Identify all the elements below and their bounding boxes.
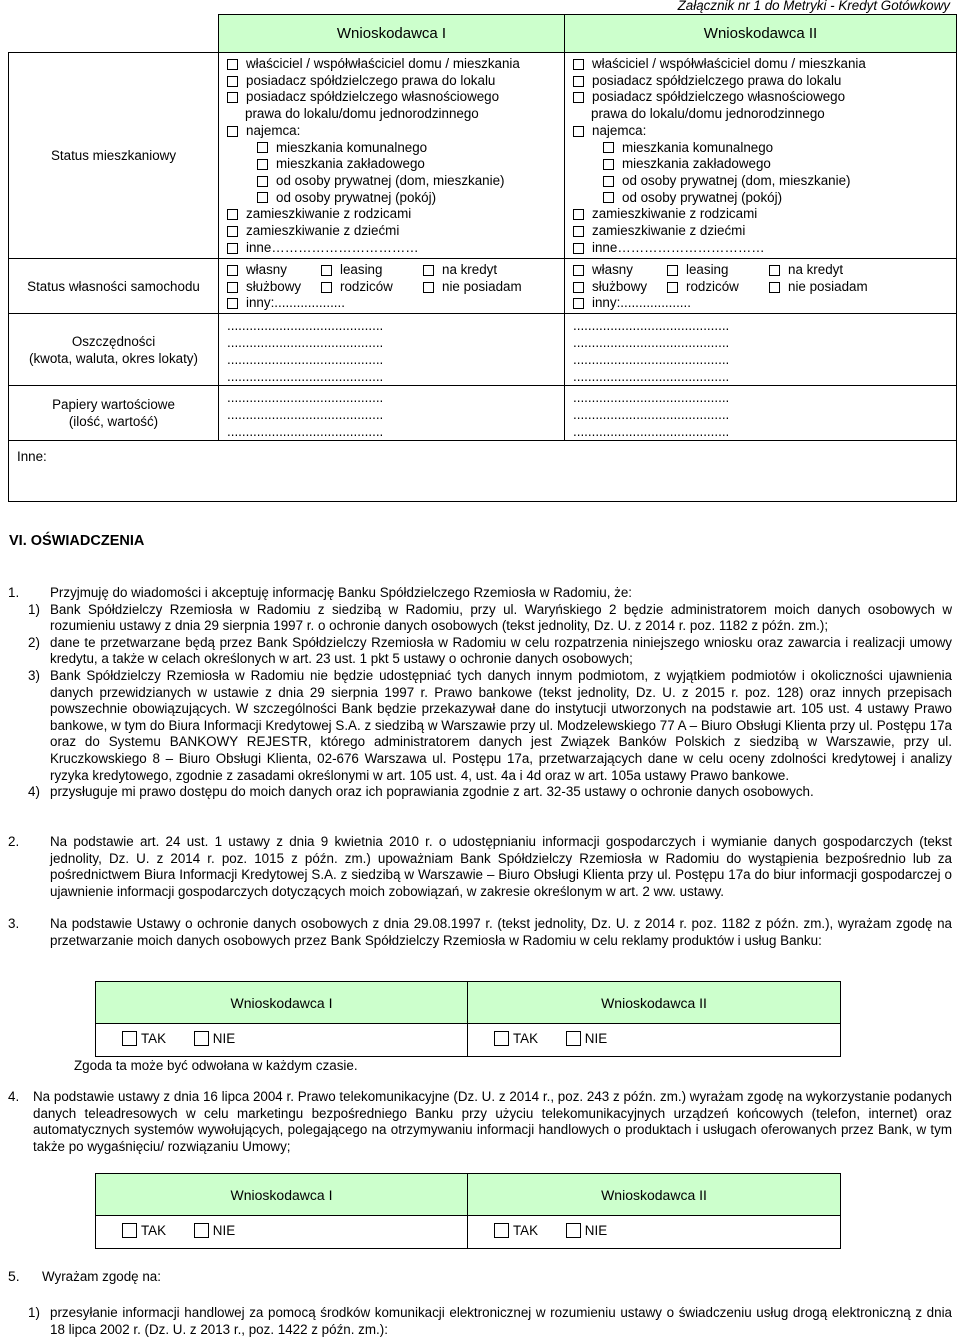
consent-3-applicant-1-choice [96,1024,468,1057]
header-blank [9,15,219,53]
housing-option[interactable]: mieszkania komunalnego [227,140,564,157]
dotted-line: .......................................... [573,424,730,439]
housing-option[interactable]: właściciel / współwłaściciel domu / mieszkania [573,56,956,73]
car-option-other[interactable]: inny:................... [573,295,956,312]
checkbox-icon[interactable] [494,1223,509,1238]
car-option[interactable]: nie posiadam [423,279,522,296]
dotted-line: .......................................... [573,390,730,405]
checkbox-icon[interactable] [227,243,238,254]
car-option[interactable]: leasing [321,262,423,279]
checkbox-icon[interactable] [321,282,332,293]
checkbox-icon[interactable] [423,265,434,276]
consent-4-applicant-2-choice [468,1216,841,1249]
other-label: Inne: [17,449,47,464]
securities-field-1[interactable] [219,386,565,441]
consent-3-a2-yes[interactable]: TAK [494,1031,538,1046]
statement-1: 1. Przyjmuję do wiadomości i akceptuję informację Banku Spółdzielczego Rzemiosła w Radomiu, że: 1) Bank Spółdzielczy Rzemiosła w Radomiu z siedzibą w Radomiu, przy ul. Waryńskiego 2 będzie administratorem moich danych osobowych w rozumieniu ustawy z dnia 29 sierpnia 1997 r. o ochronie danych osobowych (tekst jednolity, Dz. U. z 2014 r. poz. 1182 z późn. zm.); 2) dane te przetwarzane będą przez Bank Spółdzielczy Rzemiosła w Radomiu w celu rozpatrzenia niniejszego wniosku oraz zawarcia i realizacji umowy kredytu, a także w celach określonych w art. 23 ust. 1 pkt 5 ustawy o ochronie danych osobowych; 3) Bank Spółdzielczy Rzemiosła w Radomiu nie będzie udostępniać tych danych innym podmiotom, z wyjątkiem podmiotów i okoliczności ujawnienia danych przewidzianych w ustawie z dnia 29 sierpnia 1997 r. Prawo bankowe (tekst jednolity, Dz. U. z 2015 r. poz. 128) oraz innych przepisach powszechnie obowiązujących. W szczególności Bank będzie przekazywał dane do instytucji utworzonych na podstawie art. 105 ust. 4 ustawy Prawo bankowe, w tym do Biura Informacji Kredytowej S.A. z siedzibą w Warszawie przy ul. Modzelewskiego 77 A – Biuro Obsługi Klienta przy ul. Postępu 17a oraz do Systemu BANKOWY REJESTR, którego administratorem danych jest Związek Banków Polskich z siedzibą w Warszawie, przy ul. Kruczkowskiego 8 – Biuro Obsługi Klienta, 02-676 Warszawa ul. Postępu 17a, przetwarzających dane w celu oceny zdolności kredytowej i analizy ryzyka kredytowego, zgodnie z zasadami określonymi w art. 105 ust. 4, ust. 4a i 4d oraz w art. 105a ustawy Prawo bankowe. 4) przysługuje mi prawo dostępu do moich danych oraz ich poprawiania zgodnie z art. 32-35 ustawy o ochronie danych osobowych. [8,585,952,800]
checkbox-icon[interactable] [566,1223,581,1238]
consent-4-a2-no[interactable]: NIE [566,1223,607,1238]
checkbox-icon[interactable] [257,142,268,153]
checkbox-icon[interactable] [573,59,584,70]
car-option[interactable]: własny [227,262,321,279]
consent-4-a1-no[interactable]: NIE [194,1223,235,1238]
statement-1-subitem: 4) przysługuje mi prawo dostępu do moich danych oraz ich poprawiania zgodnie z art. 32-35 ustawy o ochronie danych osobowych. [28,784,814,800]
statement-1-subitem: 1) Bank Spółdzielczy Rzemiosła w Radomiu z siedzibą w Radomiu, przy ul. Waryńskiego 2 będzie administratorem moich danych osobowych w rozumieniu ustawy z dnia 29 sierpnia 1997 r. o ochronie danych osobowych (tekst jednolity, Dz. U. z 2014 r. poz. 1182 z późn. zm.); [28,601,952,634]
housing-option: prawa do lokalu/domu jednorodzinnego [591,106,825,122]
statement-1-subitem: 3) Bank Spółdzielczy Rzemiosła w Radomiu nie będzie udostępniać tych danych innym podmiotom, z wyjątkiem podmiotów i okoliczności ujawnienia danych przewidzianych w ustawie z dnia 29 sierpnia 1997 r. Prawo bankowe (tekst jednolity, Dz. U. z 2015 r. poz. 128) oraz innych przepisach powszechnie obowiązujących. W szczególności Bank będzie przekazywał dane do instytucji utworzonych na podstawie art. 105 ust. 4 ustawy Prawo bankowe, w tym do Biura Informacji Kredytowej S.A. z siedzibą w Warszawie przy ul. Modzelewskiego 77 A – Biuro Obsługi Klienta przy ul. Postępu 17a oraz do Systemu BANKOWY REJESTR, którego administratorem danych jest Związek Banków Polskich z siedzibą w Warszawie, przy ul. Kruczkowskiego 8 – Biuro Obsługi Klienta, 02-676 Warszawa ul. Postępu 17a, przetwarzających dane w celu oceny zdolności kredytowej i analizy ryzyka kredytowego, zgodnie z zasadami określonymi w art. 105 ust. 4, ust. 4a i 4d oraz w art. 105a ustawy Prawo bankowe. [28,667,952,783]
consent-3-a2-no[interactable]: NIE [566,1031,607,1046]
consent-4-a2-yes[interactable]: TAK [494,1223,538,1238]
housing-option[interactable]: zamieszkiwanie z dziećmi [573,223,956,240]
housing-option[interactable]: najemca: [573,123,956,140]
consent-4-a1-yes[interactable]: TAK [122,1223,166,1238]
checkbox-icon[interactable] [603,176,614,187]
checkbox-icon[interactable] [194,1223,209,1238]
statement-4: 4. Na podstawie ustawy z dnia 16 lipca 2004 r. Prawo telekomunikacyjne (Dz. U. z 2014 r., poz. 243 z późn. zm.) wyrażam zgodę na wykorzystanie podanych danych teleadresowych w celu marketingu bezpośredniego Banku przy użyciu telekomunikacyjnych urządzeń końcowych (telefon, internet) oraz automatycznych systemów wywołujących, polegającego na otrzymywaniu informacji handlowych o produktach i usługach oferowanych przez Bank, w tym także po wygaśnięciu/ rozwiązaniu Umowy; [8,1089,952,1154]
consent-4-applicant-1-header: Wnioskodawca I [96,1174,468,1216]
checkbox-icon[interactable] [227,76,238,87]
consent-table-3 [95,981,841,1057]
consent-4-applicant-2-header: Wnioskodawca II [468,1174,841,1216]
checkbox-icon[interactable] [122,1031,137,1046]
other-field[interactable] [9,441,957,502]
housing-option[interactable]: od osoby prywatnej (pokój) [227,190,564,207]
dotted-line: .......................................... [573,407,730,422]
car-option[interactable]: na kredyt [769,262,843,279]
housing-option[interactable]: inne…………………………… [227,240,564,257]
car-option[interactable]: leasing [667,262,769,279]
car-option[interactable]: nie posiadam [769,279,868,296]
consent-3-applicant-2-header: Wnioskodawca II [468,982,841,1024]
checkbox-icon[interactable] [257,159,268,170]
dotted-line: .......................................... [227,390,384,405]
savings-field-2[interactable] [565,314,957,386]
housing-option[interactable]: od osoby prywatnej (dom, mieszkanie) [227,173,564,190]
checkbox-icon[interactable] [603,142,614,153]
checkbox-icon[interactable] [227,126,238,137]
housing-option[interactable]: mieszkania zakładowego [227,156,564,173]
consent-3-applicant-2-choice [468,1024,841,1057]
housing-option[interactable]: mieszkania komunalnego [573,140,956,157]
applicant-form-table [8,14,957,502]
consent-3-a1-no[interactable]: NIE [194,1031,235,1046]
statement-2: 2. Na podstawie art. 24 ust. 1 ustawy z dnia 9 kwietnia 2010 r. o udostępnianiu informacji gospodarczych i wymianie danych gospodarczych (tekst jednolity, Dz. U. z 2014 r. poz. 1015 z późn. zm.) upoważniam Bank Spółdzielczy Rzemiosła w Radomiu do wystąpienia bezpośrednio lub za pośrednictwem Biura Informacji Kredytowej S.A. z siedzibą w Warszawie – Biuro Obsługi Klienta przy ul. Postępu 17a do biur informacji gospodarczej o ujawnienie informacji gospodarczych dotyczących moich zobowiązań, w zakresie określonym w art. 2 ww. ustawy. [8,834,952,899]
checkbox-icon[interactable] [227,226,238,237]
checkbox-icon[interactable] [573,92,584,103]
checkbox-icon[interactable] [566,1031,581,1046]
consent-table-4 [95,1173,841,1249]
housing-option[interactable]: posiadacz spółdzielczego własnościowego [573,89,956,106]
checkbox-icon[interactable] [769,282,780,293]
car-option[interactable]: rodziców [321,279,423,296]
housing-option[interactable]: zamieszkiwanie z dziećmi [227,223,564,240]
checkbox-icon[interactable] [573,298,584,309]
housing-status-options-1 [219,53,565,259]
checkbox-icon[interactable] [769,265,780,276]
housing-option[interactable]: posiadacz spółdzielczego prawa do lokalu [227,73,564,90]
housing-option[interactable]: posiadacz spółdzielczego prawa do lokalu [573,73,956,90]
car-option[interactable]: na kredyt [423,262,497,279]
checkbox-icon[interactable] [321,265,332,276]
checkbox-icon[interactable] [227,209,238,220]
revoke-note: Zgoda ta może być odwołana w każdym czasie. [74,1058,358,1073]
securities-field-2[interactable] [565,386,957,441]
housing-option[interactable]: od osoby prywatnej (dom, mieszkanie) [573,173,956,190]
checkbox-icon[interactable] [573,282,584,293]
car-option[interactable]: rodziców [667,279,769,296]
housing-option[interactable]: najemca: [227,123,564,140]
dotted-line: .......................................... [227,318,384,333]
car-option[interactable]: służbowy [573,279,667,296]
housing-option[interactable]: mieszkania zakładowego [573,156,956,173]
statement-5: 5. Wyrażam zgodę na: [8,1268,161,1284]
housing-option: prawa do lokalu/domu jednorodzinnego [245,106,479,122]
checkbox-icon[interactable] [573,76,584,87]
dotted-line: .......................................... [573,335,730,350]
housing-status-label: Status mieszkaniowy [9,53,219,259]
applicant-1-header: Wnioskodawca I [219,15,565,53]
checkbox-icon[interactable] [573,209,584,220]
checkbox-icon[interactable] [194,1031,209,1046]
car-status-label: Status własności samochodu [9,259,219,314]
consent-4-applicant-1-choice [96,1216,468,1249]
checkbox-icon[interactable] [227,282,238,293]
checkbox-icon[interactable] [573,226,584,237]
checkbox-icon[interactable] [227,265,238,276]
checkbox-icon[interactable] [122,1223,137,1238]
checkbox-icon[interactable] [573,126,584,137]
consent-3-applicant-1-header: Wnioskodawca I [96,982,468,1024]
checkbox-icon[interactable] [494,1031,509,1046]
checkbox-icon[interactable] [667,282,678,293]
dotted-line: .......................................... [573,318,730,333]
checkbox-icon[interactable] [667,265,678,276]
statement-5-sub: 1) przesyłanie informacji handlowej za pomocą środków komunikacji elektronicznej w rozumieniu ustawy o świadczeniu usług drogą elektroniczną z dnia 18 lipca 2002 r. (Dz. U. z 2013 r., poz. 1422 z późn. zm.): [28,1305,952,1337]
attachment-note: Załącznik nr 1 do Metryki - Kredyt Gotówkowy [677,0,950,13]
housing-status-options-2 [565,53,957,259]
checkbox-icon[interactable] [257,176,268,187]
checkbox-icon[interactable] [227,298,238,309]
housing-option[interactable]: zamieszkiwanie z rodzicami [227,206,564,223]
section-title: VI. OŚWIADCZENIA [9,533,145,549]
checkbox-icon[interactable] [257,192,268,203]
car-option[interactable]: własny [573,262,667,279]
applicant-2-header: Wnioskodawca II [565,15,957,53]
dotted-line: .......................................... [573,352,730,367]
securities-label: Papiery wartościowe (ilość, wartość) [9,386,219,441]
statement-1-subitem: 2) dane te przetwarzane będą przez Bank Spółdzielczy Rzemiosła w Radomiu w celu rozpatrzenia niniejszego wniosku oraz zawarcia i realizacji umowy kredytu, a także w celach określonych w art. 23 ust. 1 pkt 5 ustawy o ochronie danych osobowych; [28,634,952,667]
consent-3-a1-yes[interactable]: TAK [122,1031,166,1046]
dotted-line: .......................................... [573,369,730,384]
checkbox-icon[interactable] [603,159,614,170]
checkbox-icon[interactable] [227,59,238,70]
car-status-options-1 [219,259,565,314]
housing-option[interactable]: zamieszkiwanie z rodzicami [573,206,956,223]
dotted-line: .......................................... [227,352,384,367]
dotted-line: .......................................... [227,335,384,350]
car-option[interactable]: służbowy [227,279,321,296]
checkbox-icon[interactable] [573,265,584,276]
housing-option[interactable]: właściciel / współwłaściciel domu / mieszkania [227,56,564,73]
savings-field-1[interactable] [219,314,565,386]
savings-label: Oszczędności (kwota, waluta, okres lokaty) [9,314,219,386]
dotted-line: .......................................... [227,369,384,384]
housing-option[interactable]: posiadacz spółdzielczego własnościowego [227,89,564,106]
car-status-options-2 [565,259,957,314]
checkbox-icon[interactable] [603,192,614,203]
checkbox-icon[interactable] [227,92,238,103]
dotted-line: .......................................... [227,407,384,422]
car-option-other[interactable]: inny:................... [227,295,564,312]
housing-option[interactable]: inne…………………………… [573,240,956,257]
dotted-line: .......................................... [227,424,384,439]
checkbox-icon[interactable] [573,243,584,254]
housing-option[interactable]: od osoby prywatnej (pokój) [573,190,956,207]
statement-3: 3. Na podstawie Ustawy o ochronie danych osobowych z dnia 29.08.1997 r. (tekst jednolity, Dz. U. z 2014 r. poz. 1182 z późn. zm.), wyrażam zgodę na przetwarzanie moich danych osobowych przez Bank Spółdzielczy Rzemiosła w Radomiu w celu reklamy produktów i usług Banku: [8,916,952,948]
checkbox-icon[interactable] [423,282,434,293]
